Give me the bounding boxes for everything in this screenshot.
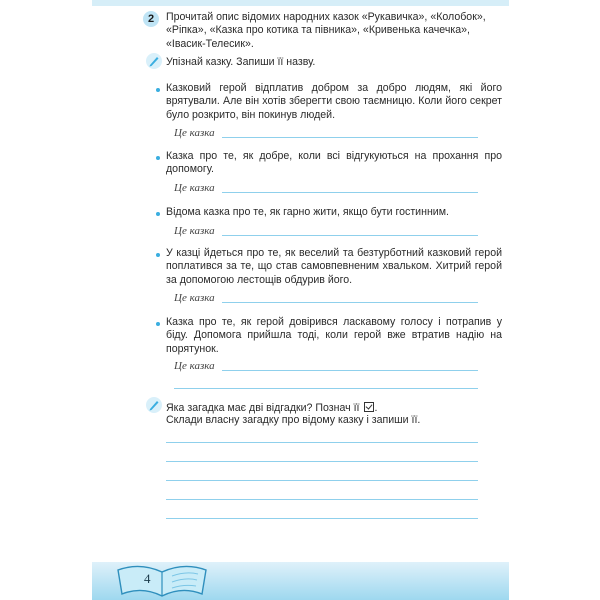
riddle-answer-line[interactable] bbox=[166, 518, 478, 519]
item-1-answer-label: Це казка bbox=[174, 127, 215, 139]
riddle-answer-line[interactable] bbox=[166, 461, 478, 462]
item-5-answer-line-2[interactable] bbox=[174, 388, 478, 389]
item-5-text: Казка про те, як герой довірився ласкавому голосу і потрапив у біду. Допомога прийшла тоді, коли герой вже втратив надію на порятунок. bbox=[166, 316, 502, 355]
pencil-icon bbox=[145, 396, 163, 414]
riddle-instruction: Склади власну загадку про відому казку і запиши її. bbox=[166, 414, 421, 426]
item-1-answer-line[interactable] bbox=[222, 137, 478, 138]
item-3-answer-label: Це казка bbox=[174, 225, 215, 237]
item-2-answer-line[interactable] bbox=[222, 192, 478, 193]
bullet-icon bbox=[156, 88, 160, 92]
item-4-answer-line[interactable] bbox=[222, 302, 478, 303]
open-book-icon bbox=[112, 556, 212, 600]
riddle-answer-line[interactable] bbox=[166, 499, 478, 500]
item-3-text: Відома казка про те, як гарно жити, якщо бути гостинним. bbox=[166, 206, 449, 218]
checkbox-icon bbox=[364, 402, 374, 412]
bullet-icon bbox=[156, 322, 160, 326]
item-2-answer-label: Це казка bbox=[174, 182, 215, 194]
item-4-text: У казці йдеться про те, як веселий та безтурботний казковий герой поплатився за те, що став самовпевненим хвальком. Хитрий герой за допомогою лестощів обдурив його. bbox=[166, 247, 502, 286]
riddle-period: . bbox=[374, 402, 378, 414]
bullet-icon bbox=[156, 156, 160, 160]
task-intro: Прочитай опис відомих народних казок «Рукавичка», «Колобок», «Ріпка», «Казка про котика та півника», «Кривенька качечка», «Івасик-Телесик». bbox=[166, 11, 486, 50]
workbook-page bbox=[92, 0, 509, 600]
pencil-icon bbox=[145, 52, 163, 70]
bullet-icon bbox=[156, 253, 160, 257]
page-number: 4 bbox=[144, 571, 151, 586]
item-1-text: Казковий герой відплатив добром за добро людям, які його врятували. Але він хотів зберегти свою таємницю. Коли його секрет було розкрито, він покинув людей. bbox=[166, 82, 502, 121]
item-5-answer-label: Це казка bbox=[174, 360, 215, 372]
top-band bbox=[92, 0, 509, 6]
bullet-icon bbox=[156, 212, 160, 216]
riddle-answer-line[interactable] bbox=[166, 442, 478, 443]
item-4-answer-label: Це казка bbox=[174, 292, 215, 304]
riddle-question: Яка загадка має дві відгадки? Познач її bbox=[166, 402, 360, 414]
riddle-answer-line[interactable] bbox=[166, 480, 478, 481]
item-5-answer-line[interactable] bbox=[222, 370, 478, 371]
task-number-badge: 2 bbox=[143, 11, 159, 27]
item-2-text: Казка про те, як добре, коли всі відгукуються на прохання про допомогу. bbox=[166, 150, 502, 176]
item-3-answer-line[interactable] bbox=[222, 235, 478, 236]
task-instruction: Упізнай казку. Запиши її назву. bbox=[166, 56, 316, 68]
